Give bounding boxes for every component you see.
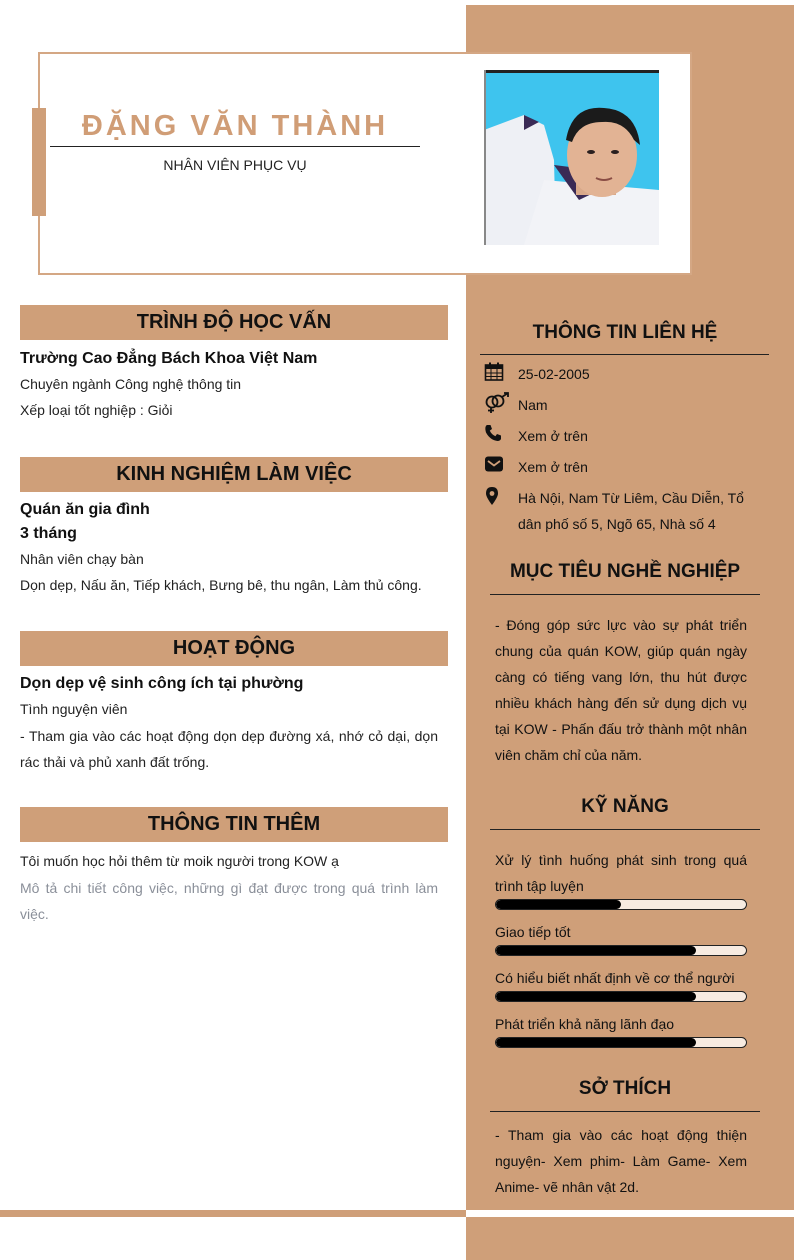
contact-section-title: THÔNG TIN LIÊN HỆ: [532, 322, 718, 343]
location-pin-icon: [484, 486, 506, 508]
objective-text: - Đóng góp sức lực vào sự phát triển chung của quán KOW, giúp quán ngày càng có tiếng vang lớn, thu hút được nhiều khách hàng đến sử dụng dịch vụ tại KOW - Phấn đấu trở thành một nhân viên chăm chỉ của năm.: [495, 617, 747, 763]
education-major: Chuyên ngành Công nghệ thông tin: [20, 376, 242, 392]
extra-info-section-title: THÔNG TIN THÊM: [20, 807, 448, 842]
contact-title-underline: [480, 354, 769, 355]
experience-duration: 3 tháng: [20, 525, 77, 542]
candidate-position: NHÂN VIÊN PHỤC VỤ: [163, 157, 307, 173]
activity-name: Dọn dẹp vệ sinh công ích tại phường: [20, 675, 304, 692]
skill-progress-fill: [496, 900, 621, 909]
skill-progress-bar: [495, 945, 747, 956]
experience-tasks: Dọn dẹp, Nấu ăn, Tiếp khách, Bưng bê, thu ngân, Làm thủ công.: [20, 577, 422, 593]
left-footer-stripe: [0, 1210, 466, 1217]
contact-email: Xem ở trên: [518, 459, 588, 475]
gender-icon: [484, 392, 506, 414]
name-underline: [50, 146, 420, 147]
candidate-name: ĐẶNG VĂN THÀNH: [81, 110, 389, 142]
skill-progress-fill: [496, 946, 696, 955]
skill-progress-fill: [496, 1038, 696, 1047]
skill-progress-bar: [495, 899, 747, 910]
activity-role: Tình nguyện viên: [20, 701, 128, 717]
right-column-footer-block: [466, 1217, 794, 1260]
calendar-icon: [484, 362, 506, 384]
contact-gender: Nam: [518, 397, 548, 413]
skill-progress-fill: [496, 992, 696, 1001]
objective-section-title: MỤC TIÊU NGHỀ NGHIỆP: [509, 561, 741, 582]
skills-title-underline: [490, 829, 760, 830]
contact-phone: Xem ở trên: [518, 428, 588, 444]
experience-company: Quán ăn gia đình: [20, 501, 150, 518]
skill-progress-bar: [495, 1037, 747, 1048]
hobbies-title-underline: [490, 1111, 760, 1112]
hobbies-text: - Tham gia vào các hoạt động thiện nguyện- Xem phim- Làm Game- Xem Anime- vẽ nhân vật 2d.: [495, 1127, 747, 1195]
hobbies-section-title: SỞ THÍCH: [578, 1078, 672, 1099]
extra-info-text: Tôi muốn học hỏi thêm từ moik người trong KOW ạ: [20, 853, 339, 869]
activities-section-title: HOẠT ĐỘNG: [20, 631, 448, 666]
skill-label: Có hiểu biết nhất định về cơ thể người: [495, 970, 735, 986]
extra-info-placeholder: Mô tả chi tiết công việc, những gì đạt được trong quá trình làm việc.: [20, 880, 438, 922]
skill-label: Xử lý tình huống phát sinh trong quá trình tập luyện: [495, 852, 747, 894]
skill-label: Phát triển khả năng lãnh đạo: [495, 1016, 675, 1032]
skill-label: Giao tiếp tốt: [495, 924, 571, 940]
skills-section-title: KỸ NĂNG: [581, 796, 669, 817]
experience-section-title: KINH NGHIỆM LÀM VIỆC: [20, 457, 448, 492]
envelope-icon: [484, 455, 506, 477]
skill-progress-bar: [495, 991, 747, 1002]
phone-icon: [484, 424, 506, 446]
header-accent-bar: [32, 108, 46, 216]
experience-role: Nhân viên chạy bàn: [20, 551, 144, 567]
education-grade: Xếp loại tốt nghiệp : Giỏi: [20, 402, 173, 418]
objective-title-underline: [490, 594, 760, 595]
education-section-title: TRÌNH ĐỘ HỌC VẤN: [20, 305, 448, 340]
profile-photo: [484, 70, 659, 245]
contact-birthday: 25-02-2005: [518, 366, 590, 382]
activity-description: - Tham gia vào các hoạt động dọn dẹp đường xá, nhớ cỏ dại, dọn rác thải và phủ xanh đất trống.: [20, 728, 438, 770]
education-school: Trường Cao Đẳng Bách Khoa Việt Nam: [20, 350, 318, 367]
contact-address: Hà Nội, Nam Từ Liêm, Cầu Diễn, Tổ dân phố số 5, Ngõ 65, Nhà số 4: [518, 490, 744, 532]
